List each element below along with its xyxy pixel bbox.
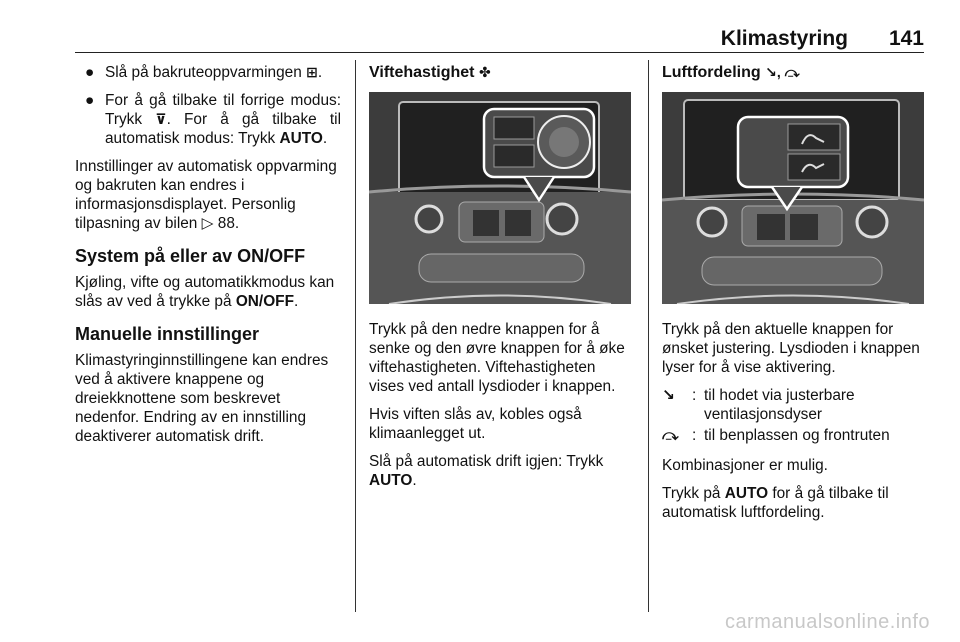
windshield-defrost-icon: ⊽ — [155, 111, 167, 127]
column-3 — [662, 63, 926, 531]
column-1 — [75, 63, 341, 455]
paragraph-combinations: Kombinasjoner er mulig. — [662, 457, 828, 474]
page-ref-icon: ▷ — [201, 215, 214, 232]
watermark: carmanualsonline.info — [724, 611, 930, 633]
heading-fan-speed: Viftehastighet ✤ — [369, 64, 491, 81]
legend-row-head: ↘ : til hodet via justerbare ventilasjonsdyser — [662, 387, 855, 423]
section-title: Klimastyring — [720, 27, 848, 50]
page-header — [0, 0, 960, 52]
paragraph-manual: Klimastyringinnstillingene kan endres ved å aktivere knappene og dreiekknottene som beskrevet nedenfor. Endring av en innstilling deaktiverer automatisk drift. — [75, 352, 329, 445]
heading-system-onoff: System på eller av ON/OFF — [75, 246, 306, 266]
head-vent-icon: ↘ — [662, 387, 675, 404]
fan-control-figure — [369, 92, 631, 304]
auto-label: AUTO — [279, 130, 323, 147]
air-distribution-figure — [662, 92, 924, 304]
page-number: 141 — [888, 27, 924, 50]
fan-icon: ✤ — [478, 64, 491, 80]
header-rule — [75, 52, 924, 53]
bullet-dot: ● — [85, 92, 95, 109]
paragraph-onoff: Kjøling, vifte og automatikkmodus kan slås av ved å trykke på ON/OFF. — [75, 274, 335, 310]
paragraph-auto-distribution: Trykk på AUTO for å gå tilbake til automatisk luftfordeling. — [662, 485, 889, 521]
rear-window-heat-icon: ⊞ — [306, 64, 318, 80]
paragraph-auto: Slå på automatisk drift igjen: Trykk AUTO. — [369, 453, 604, 489]
paragraph-fan-buttons: Trykk på den nedre knappen for å senke og den øvre knappen for å øke viftehastigheten. Viftehastigheten vises ved antall lysdioder i knappen. — [369, 321, 625, 395]
heading-air-distribution: Luftfordeling ↘, ⤼ — [662, 64, 800, 81]
column-2 — [369, 63, 633, 499]
paragraph-fan-off: Hvis viften slås av, kobles også klimaanlegget ut. — [369, 406, 582, 442]
paragraph-settings: Innstillinger av automatisk oppvarming og bakruten kan endres i informasjonsdisplayet. Personlig tilpasning av bilen ▷ 88. — [75, 158, 337, 232]
column-divider-1 — [355, 60, 356, 612]
air-direction-icons: ↘, ⤼ — [765, 64, 800, 80]
column-divider-2 — [648, 60, 649, 612]
bullet-return-mode: ● For å gå tilbake til forrige modus: Trykk ⊽. For å gå tilbake til automatisk modus: Trykk AUTO. — [85, 92, 341, 147]
foot-windshield-icon: ⤼ — [662, 427, 679, 444]
bullet-rear-defrost: ● Slå på bakruteoppvarmingen ⊞. — [85, 64, 323, 81]
paragraph-air-buttons: Trykk på den aktuelle knappen for ønsket justering. Lysdioden i knappen lyser for å vise aktivering. — [662, 321, 920, 376]
bullet-dot: ● — [85, 64, 95, 81]
legend-row-foot: ⤼ : til benplassen og frontruten — [662, 427, 890, 444]
heading-manual-settings: Manuelle innstillinger — [75, 324, 260, 344]
